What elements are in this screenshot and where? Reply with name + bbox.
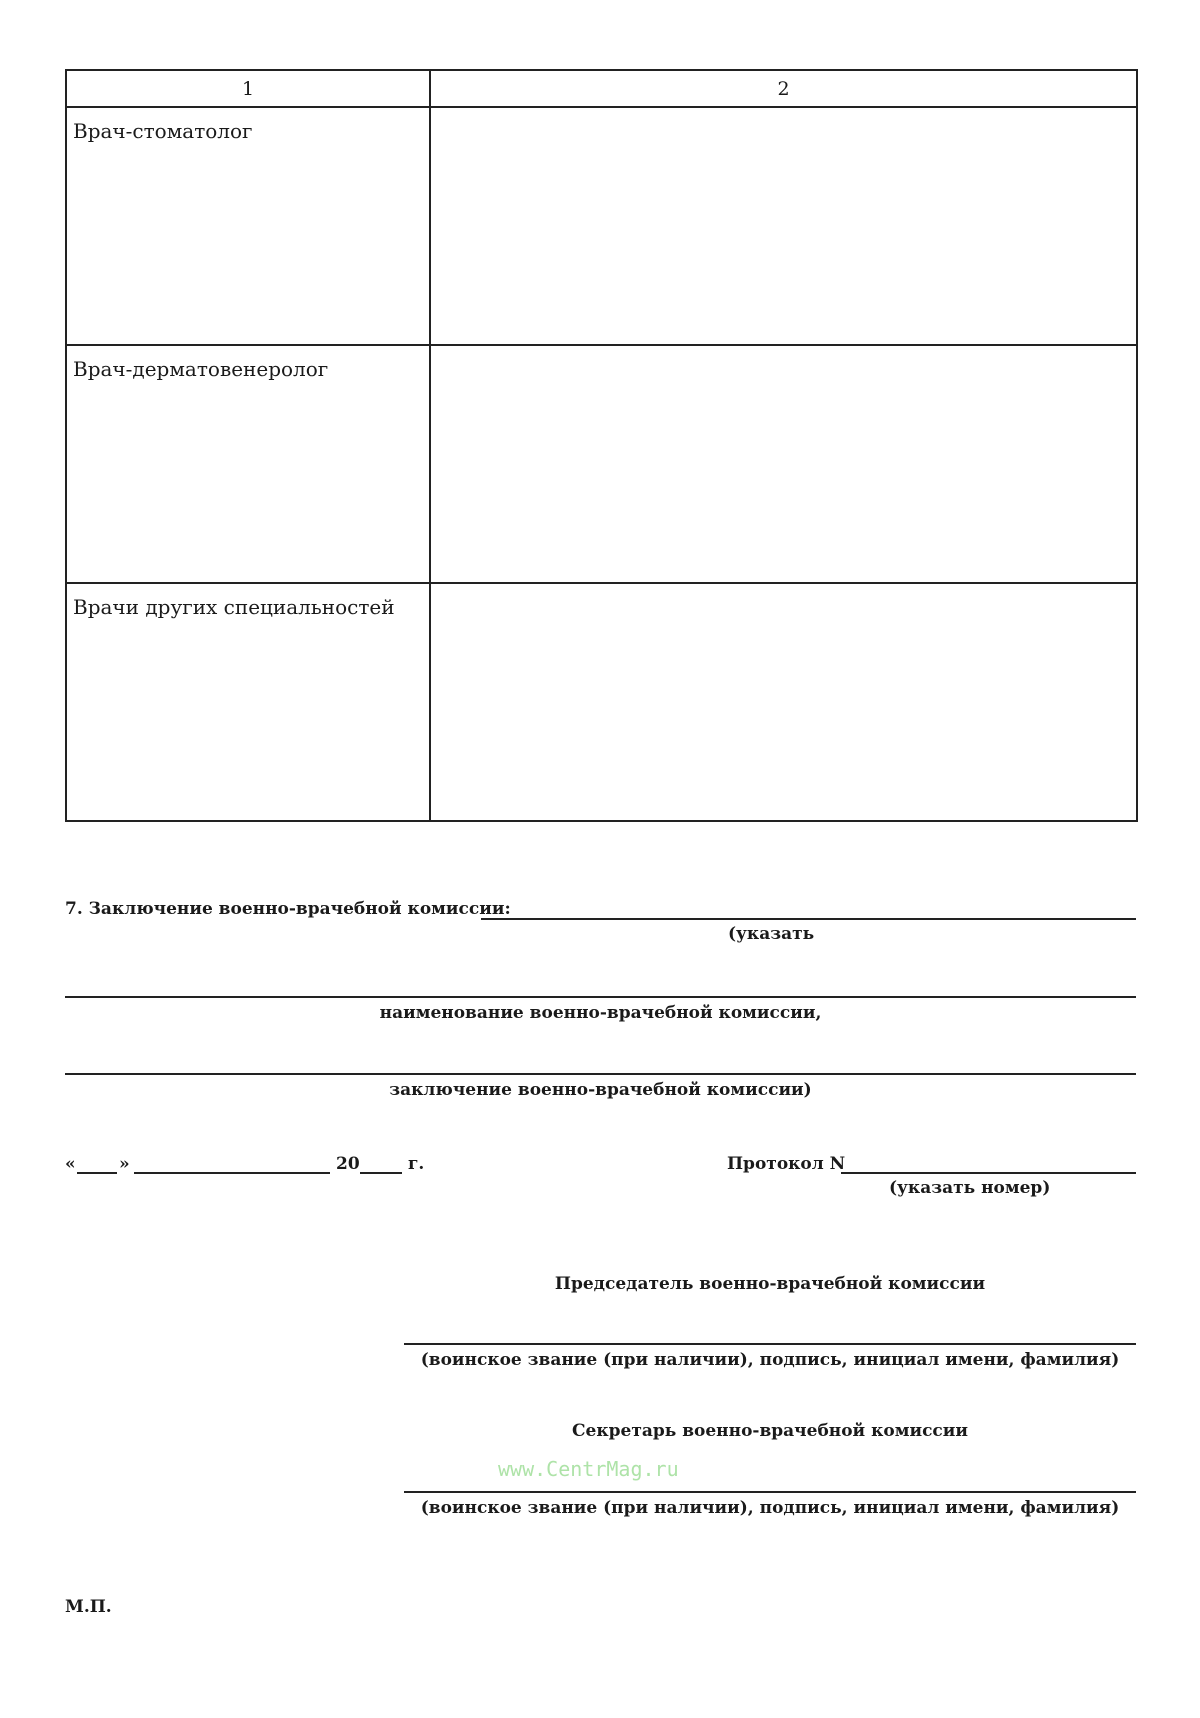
table-cell-label (66, 583, 430, 821)
table-row (66, 107, 1137, 345)
chairman-hint: (воинское звание (при наличии), подпись, инициал имени, фамилия) (420, 1350, 1120, 1370)
conclusion-title: 7. Заключение военно-врачебной комиссии: (65, 899, 511, 919)
protocol-label: Протокол N (727, 1154, 846, 1174)
date-open-quote: « (65, 1154, 76, 1174)
date-year-line[interactable] (360, 1172, 402, 1174)
conclusion-field-line[interactable] (481, 918, 1136, 920)
date-close-quote: » (119, 1154, 130, 1174)
protocol-number-line[interactable] (841, 1172, 1136, 1174)
date-year-prefix: 20 (336, 1154, 360, 1174)
date-year-suffix: г. (408, 1154, 425, 1174)
table-cell-label (66, 345, 430, 583)
table-row (66, 583, 1137, 821)
date-day-line[interactable] (77, 1172, 117, 1174)
table-cell-value[interactable] (430, 583, 1137, 821)
commission-name-line[interactable] (65, 996, 1136, 998)
secretary-hint: (воинское звание (при наличии), подпись, инициал имени, фамилия) (420, 1498, 1120, 1518)
chairman-title: Председатель военно-врачебной комиссии (554, 1274, 986, 1294)
table-row (66, 345, 1137, 583)
protocol-hint: (указать номер) (889, 1178, 1051, 1198)
commission-conclusion-line[interactable] (65, 1073, 1136, 1075)
table-cell-value[interactable] (430, 107, 1137, 345)
commission-name-hint: наименование военно-врачебной комиссии, (379, 1003, 822, 1023)
specialist-label: Врач-стоматолог (73, 119, 253, 143)
chairman-signature-line[interactable] (404, 1343, 1136, 1345)
specialists-table (65, 69, 1138, 822)
table-cell-label (66, 107, 430, 345)
conclusion-hint: (указать (728, 924, 815, 944)
stamp-place-label: М.П. (65, 1597, 112, 1617)
specialist-label: Врач-дерматовенеролог (73, 357, 329, 381)
secretary-title: Секретарь военно-врачебной комиссии (572, 1421, 968, 1441)
table-header-cell: 2 (430, 70, 1137, 107)
table-header-cell: 1 (66, 70, 430, 107)
date-month-line[interactable] (134, 1172, 330, 1174)
table-header-row (66, 70, 1137, 107)
watermark-text: www.CentrMag.ru (498, 1457, 679, 1481)
table-cell-value[interactable] (430, 345, 1137, 583)
secretary-signature-line[interactable] (404, 1491, 1136, 1493)
commission-conclusion-hint: заключение военно-врачебной комиссии) (389, 1080, 812, 1100)
specialist-label: Врачи других специальностей (73, 595, 395, 619)
